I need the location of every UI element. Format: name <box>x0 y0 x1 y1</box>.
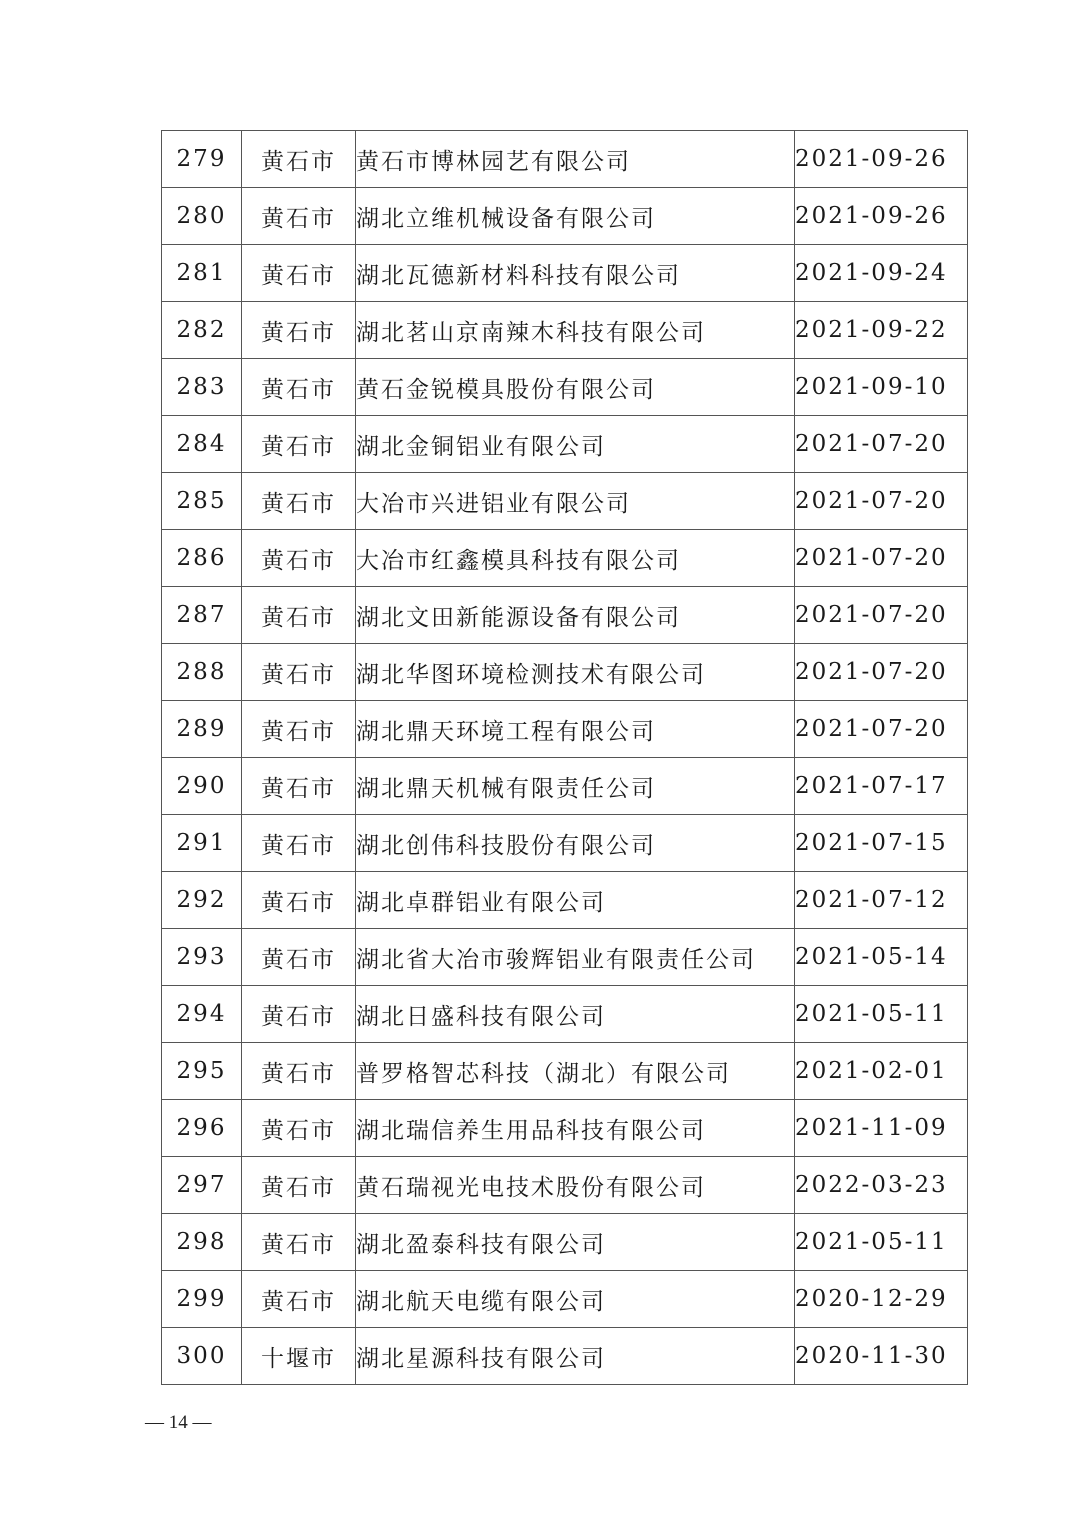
company-name-cell: 湖北鼎天机械有限责任公司 <box>356 758 795 815</box>
city-cell: 黄石市 <box>242 1100 356 1157</box>
date-cell: 2021-11-09 <box>795 1100 968 1157</box>
table-row <box>162 473 968 530</box>
row-number: 287 <box>162 587 242 644</box>
city-cell: 黄石市 <box>242 929 356 986</box>
table-row <box>162 1328 968 1385</box>
date-cell: 2021-07-20 <box>795 530 968 587</box>
row-number: 293 <box>162 929 242 986</box>
table-row <box>162 530 968 587</box>
company-name-cell: 湖北创伟科技股份有限公司 <box>356 815 795 872</box>
row-number: 300 <box>162 1328 242 1385</box>
company-name-cell: 湖北航天电缆有限公司 <box>356 1271 795 1328</box>
row-number: 289 <box>162 701 242 758</box>
company-name-cell: 湖北立维机械设备有限公司 <box>356 188 795 245</box>
date-cell: 2021-05-11 <box>795 986 968 1043</box>
row-number: 279 <box>162 131 242 188</box>
city-cell: 黄石市 <box>242 245 356 302</box>
table-row <box>162 986 968 1043</box>
company-name-cell: 黄石瑞视光电技术股份有限公司 <box>356 1157 795 1214</box>
company-name-cell: 黄石市博林园艺有限公司 <box>356 131 795 188</box>
city-cell: 黄石市 <box>242 986 356 1043</box>
row-number: 286 <box>162 530 242 587</box>
date-cell: 2020-12-29 <box>795 1271 968 1328</box>
city-cell: 黄石市 <box>242 131 356 188</box>
city-cell: 黄石市 <box>242 1271 356 1328</box>
row-number: 292 <box>162 872 242 929</box>
table-row <box>162 1271 968 1328</box>
table-row <box>162 872 968 929</box>
row-number: 291 <box>162 815 242 872</box>
company-name-cell: 湖北华图环境检测技术有限公司 <box>356 644 795 701</box>
table-row <box>162 1043 968 1100</box>
row-number: 298 <box>162 1214 242 1271</box>
date-cell: 2021-07-17 <box>795 758 968 815</box>
table-row <box>162 815 968 872</box>
date-cell: 2021-07-20 <box>795 644 968 701</box>
company-name-cell: 湖北茗山京南辣木科技有限公司 <box>356 302 795 359</box>
company-name-cell: 湖北鼎天环境工程有限公司 <box>356 701 795 758</box>
company-table <box>161 130 968 1385</box>
table-row <box>162 758 968 815</box>
company-name-cell: 湖北日盛科技有限公司 <box>356 986 795 1043</box>
city-cell: 十堰市 <box>242 1328 356 1385</box>
city-cell: 黄石市 <box>242 188 356 245</box>
company-name-cell: 湖北卓群铝业有限公司 <box>356 872 795 929</box>
company-name-cell: 湖北瑞信养生用品科技有限公司 <box>356 1100 795 1157</box>
page-number: — 14 — <box>145 1412 212 1433</box>
city-cell: 黄石市 <box>242 302 356 359</box>
table-row <box>162 587 968 644</box>
table-row <box>162 701 968 758</box>
city-cell: 黄石市 <box>242 872 356 929</box>
row-number: 285 <box>162 473 242 530</box>
row-number: 299 <box>162 1271 242 1328</box>
table-row <box>162 416 968 473</box>
city-cell: 黄石市 <box>242 1214 356 1271</box>
date-cell: 2021-09-26 <box>795 188 968 245</box>
table-row <box>162 131 968 188</box>
table-row <box>162 929 968 986</box>
date-cell: 2021-07-20 <box>795 701 968 758</box>
row-number: 296 <box>162 1100 242 1157</box>
row-number: 283 <box>162 359 242 416</box>
company-name-cell: 黄石金锐模具股份有限公司 <box>356 359 795 416</box>
date-cell: 2022-03-23 <box>795 1157 968 1214</box>
table-row <box>162 1100 968 1157</box>
company-name-cell: 湖北金铜铝业有限公司 <box>356 416 795 473</box>
date-cell: 2021-07-15 <box>795 815 968 872</box>
table-row <box>162 359 968 416</box>
row-number: 297 <box>162 1157 242 1214</box>
row-number: 282 <box>162 302 242 359</box>
table-row <box>162 1214 968 1271</box>
row-number: 288 <box>162 644 242 701</box>
row-number: 294 <box>162 986 242 1043</box>
city-cell: 黄石市 <box>242 1043 356 1100</box>
date-cell: 2021-07-20 <box>795 416 968 473</box>
city-cell: 黄石市 <box>242 530 356 587</box>
city-cell: 黄石市 <box>242 416 356 473</box>
table-row <box>162 302 968 359</box>
company-name-cell: 大冶市红鑫模具科技有限公司 <box>356 530 795 587</box>
company-name-cell: 湖北瓦德新材料科技有限公司 <box>356 245 795 302</box>
city-cell: 黄石市 <box>242 758 356 815</box>
city-cell: 黄石市 <box>242 473 356 530</box>
date-cell: 2021-09-26 <box>795 131 968 188</box>
city-cell: 黄石市 <box>242 359 356 416</box>
date-cell: 2021-02-01 <box>795 1043 968 1100</box>
row-number: 284 <box>162 416 242 473</box>
company-name-cell: 湖北省大冶市骏辉铝业有限责任公司 <box>356 929 795 986</box>
company-name-cell: 湖北星源科技有限公司 <box>356 1328 795 1385</box>
company-table-body <box>162 131 968 1385</box>
company-name-cell: 湖北文田新能源设备有限公司 <box>356 587 795 644</box>
row-number: 280 <box>162 188 242 245</box>
table-row <box>162 1157 968 1214</box>
date-cell: 2021-09-24 <box>795 245 968 302</box>
date-cell: 2021-07-12 <box>795 872 968 929</box>
company-name-cell: 普罗格智芯科技（湖北）有限公司 <box>356 1043 795 1100</box>
company-name-cell: 湖北盈泰科技有限公司 <box>356 1214 795 1271</box>
row-number: 290 <box>162 758 242 815</box>
city-cell: 黄石市 <box>242 644 356 701</box>
date-cell: 2020-11-30 <box>795 1328 968 1385</box>
row-number: 295 <box>162 1043 242 1100</box>
city-cell: 黄石市 <box>242 587 356 644</box>
date-cell: 2021-05-14 <box>795 929 968 986</box>
city-cell: 黄石市 <box>242 815 356 872</box>
row-number: 281 <box>162 245 242 302</box>
city-cell: 黄石市 <box>242 1157 356 1214</box>
company-name-cell: 大冶市兴进铝业有限公司 <box>356 473 795 530</box>
table-row <box>162 188 968 245</box>
city-cell: 黄石市 <box>242 701 356 758</box>
table-row <box>162 644 968 701</box>
date-cell: 2021-09-10 <box>795 359 968 416</box>
date-cell: 2021-09-22 <box>795 302 968 359</box>
date-cell: 2021-07-20 <box>795 587 968 644</box>
date-cell: 2021-05-11 <box>795 1214 968 1271</box>
date-cell: 2021-07-20 <box>795 473 968 530</box>
table-row <box>162 245 968 302</box>
